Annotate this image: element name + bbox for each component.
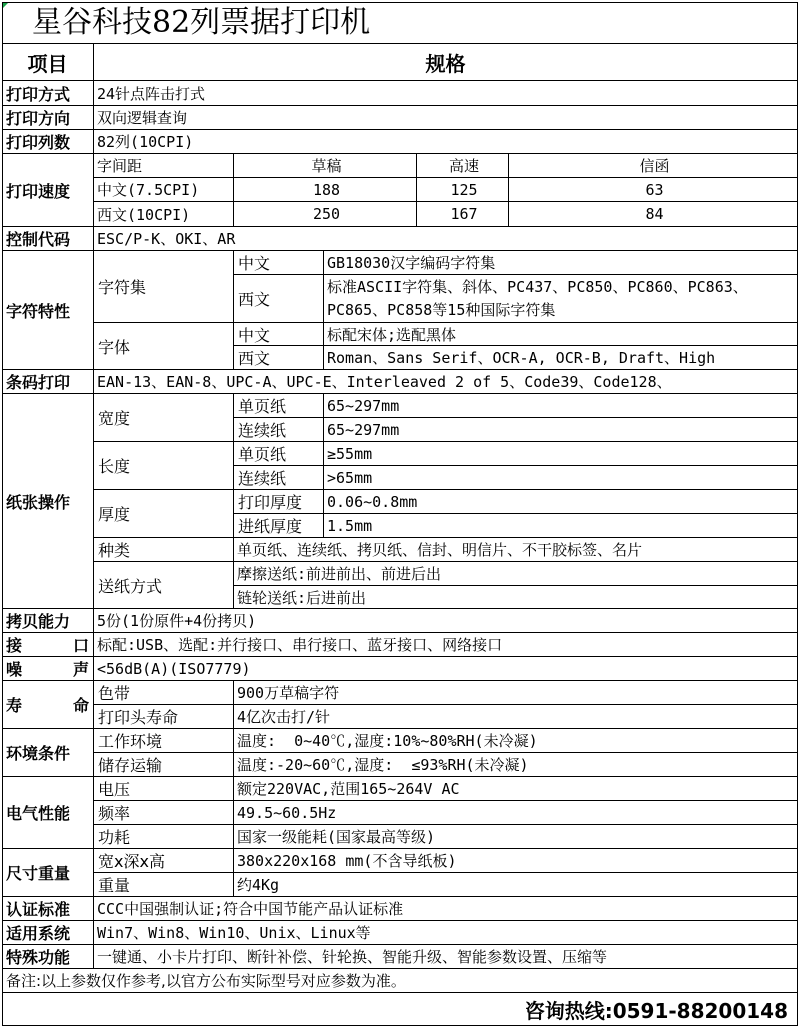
- label-paper-feed: 送纸方式: [94, 562, 234, 609]
- label-dimension: 尺寸重量: [2, 849, 94, 897]
- speed-row-en: 西文(10CPI): [94, 202, 234, 227]
- value-charset-cn: GB18030汉字编码字符集: [324, 251, 798, 275]
- value-frequency: 49.5~60.5Hz: [234, 801, 798, 825]
- value-voltage: 额定220VAC,范围165~264V AC: [234, 777, 798, 801]
- label-interface-2: 口: [72, 636, 89, 655]
- label-thickness-feed: 进纸厚度: [234, 514, 324, 538]
- header-item: 项目: [2, 44, 94, 81]
- value-copy: 5份(1份原件+4份拷贝): [94, 609, 798, 633]
- label-copy: 拷贝能力: [2, 609, 94, 633]
- label-interface-1: 接: [6, 636, 23, 655]
- value-print-columns: 82列(10CPI): [94, 130, 798, 154]
- cell-marker: [2, 2, 9, 9]
- label-paper-length: 长度: [94, 442, 234, 490]
- value-os: Win7、Win8、Win10、Unix、Linux等: [94, 921, 798, 945]
- label-width-cont: 连续纸: [234, 418, 324, 442]
- label-weight: 重量: [94, 873, 234, 897]
- value-width-single: 65~297mm: [324, 394, 798, 418]
- label-life-2: 命: [72, 696, 89, 715]
- speed-cn-fast: 125: [417, 178, 509, 202]
- value-ribbon: 900万草稿字符: [234, 681, 798, 705]
- value-font-cn: 标配宋体;选配黑体: [324, 323, 798, 346]
- value-interface: 标配:USB、选配:并行接口、串行接口、蓝牙接口、网络接口: [94, 633, 798, 657]
- value-feed-tractor: 链轮送纸:后进前出: [234, 586, 798, 609]
- value-feed-friction: 摩擦送纸:前进前出、前进后出: [234, 562, 798, 586]
- speed-col-letter: 信函: [509, 154, 798, 178]
- label-print-speed: 打印速度: [2, 154, 94, 227]
- label-env-storage: 储存运输: [94, 753, 234, 777]
- speed-col-fast: 高速: [417, 154, 509, 178]
- label-frequency: 频率: [94, 801, 234, 825]
- label-character: 字符特性: [2, 251, 94, 370]
- label-voltage: 电压: [94, 777, 234, 801]
- label-paper-width: 宽度: [94, 394, 234, 442]
- speed-en-draft: 250: [234, 202, 417, 227]
- speed-col-spacing: 字间距: [94, 154, 234, 178]
- value-length-cont: >65mm: [324, 466, 798, 490]
- label-paper: 纸张操作: [2, 394, 94, 609]
- table-frame-right: [797, 2, 798, 1026]
- value-print-direction: 双向逻辑查询: [94, 106, 798, 130]
- speed-cn-draft: 188: [234, 178, 417, 202]
- label-special: 特殊功能: [2, 945, 94, 969]
- value-env-storage: 温度:-20~60℃,湿度: ≤93%RH(未冷凝): [234, 753, 798, 777]
- label-paper-type: 种类: [94, 538, 234, 562]
- label-charset-cn: 中文: [234, 251, 324, 275]
- speed-row-cn: 中文(7.5CPI): [94, 178, 234, 202]
- speed-col-draft: 草稿: [234, 154, 417, 178]
- value-barcode: EAN-13、EAN-8、UPC-A、UPC-E、Interleaved 2 of 5、Code39、Code128、: [94, 370, 798, 394]
- value-length-single: ≥55mm: [324, 442, 798, 466]
- value-thickness-print: 0.06~0.8mm: [324, 490, 798, 514]
- label-life: [2, 681, 94, 729]
- label-os: 适用系统: [2, 921, 94, 945]
- value-certification: CCC中国强制认证;符合中国节能产品认证标准: [94, 897, 798, 921]
- value-power: 国家一级能耗(国家最高等级): [234, 825, 798, 849]
- label-print-direction: 打印方向: [2, 106, 94, 130]
- label-ribbon: 色带: [94, 681, 234, 705]
- value-weight: 约4Kg: [234, 873, 798, 897]
- value-size: 380x220x168 mm(不含导纸板): [234, 849, 798, 873]
- hotline: 咨询热线:0591-88200148: [2, 993, 798, 1026]
- label-print-columns: 打印列数: [2, 130, 94, 154]
- value-thickness-feed: 1.5mm: [324, 514, 798, 538]
- footnote: 备注:以上参数仅作参考,以官方公布实际型号对应参数为准。: [2, 969, 798, 993]
- label-charset: 字符集: [94, 251, 234, 323]
- label-env-work: 工作环境: [94, 729, 234, 753]
- value-env-work: 温度: 0~40℃,湿度:10%~80%RH(未冷凝): [234, 729, 798, 753]
- speed-en-fast: 167: [417, 202, 509, 227]
- value-head-life: 4亿次击打/针: [234, 705, 798, 729]
- label-noise-2: 声: [72, 660, 89, 679]
- label-length-cont: 连续纸: [234, 466, 324, 490]
- value-noise: <56dB(A)(ISO7779): [94, 657, 798, 681]
- value-paper-type: 单页纸、连续纸、拷贝纸、信封、明信片、不干胶标签、名片: [234, 538, 798, 562]
- label-font-cn: 中文: [234, 323, 324, 346]
- label-length-single: 单页纸: [234, 442, 324, 466]
- label-life-1: 寿: [6, 696, 23, 715]
- label-font-en: 西文: [234, 346, 324, 370]
- label-font: 字体: [94, 323, 234, 370]
- label-width-single: 单页纸: [234, 394, 324, 418]
- speed-en-letter: 84: [509, 202, 798, 227]
- label-noise-1: 噪: [6, 660, 23, 679]
- label-size: 宽x深x高: [94, 849, 234, 873]
- value-charset-en: 标准ASCII字符集、斜体、PC437、PC850、PC860、PC863、PC865、PC858等15种国际字符集: [324, 275, 798, 323]
- value-font-en: Roman、Sans Serif、OCR-A, OCR-B, Draft、High: [324, 346, 798, 370]
- speed-cn-letter: 63: [509, 178, 798, 202]
- header-spec: 规格: [94, 44, 798, 81]
- label-electrical: 电气性能: [2, 777, 94, 849]
- label-paper-thickness: 厚度: [94, 490, 234, 538]
- page-title: 星谷科技82列票据打印机: [32, 5, 371, 40]
- label-power: 功耗: [94, 825, 234, 849]
- label-charset-en: 西文: [234, 275, 324, 323]
- title-bar: [2, 2, 798, 44]
- label-certification: 认证标准: [2, 897, 94, 921]
- label-noise: [2, 657, 94, 681]
- label-interface: [2, 633, 94, 657]
- label-control-code: 控制代码: [2, 227, 94, 251]
- value-control-code: ESC/P-K、OKI、AR: [94, 227, 798, 251]
- label-print-method: 打印方式: [2, 81, 94, 106]
- label-thickness-print: 打印厚度: [234, 490, 324, 514]
- label-environment: 环境条件: [2, 729, 94, 777]
- label-barcode: 条码打印: [2, 370, 94, 394]
- value-print-method: 24针点阵击打式: [94, 81, 798, 106]
- label-head-life: 打印头寿命: [94, 705, 234, 729]
- value-special: 一键通、小卡片打印、断针补偿、针轮换、智能升级、智能参数设置、压缩等: [94, 945, 798, 969]
- value-width-cont: 65~297mm: [324, 418, 798, 442]
